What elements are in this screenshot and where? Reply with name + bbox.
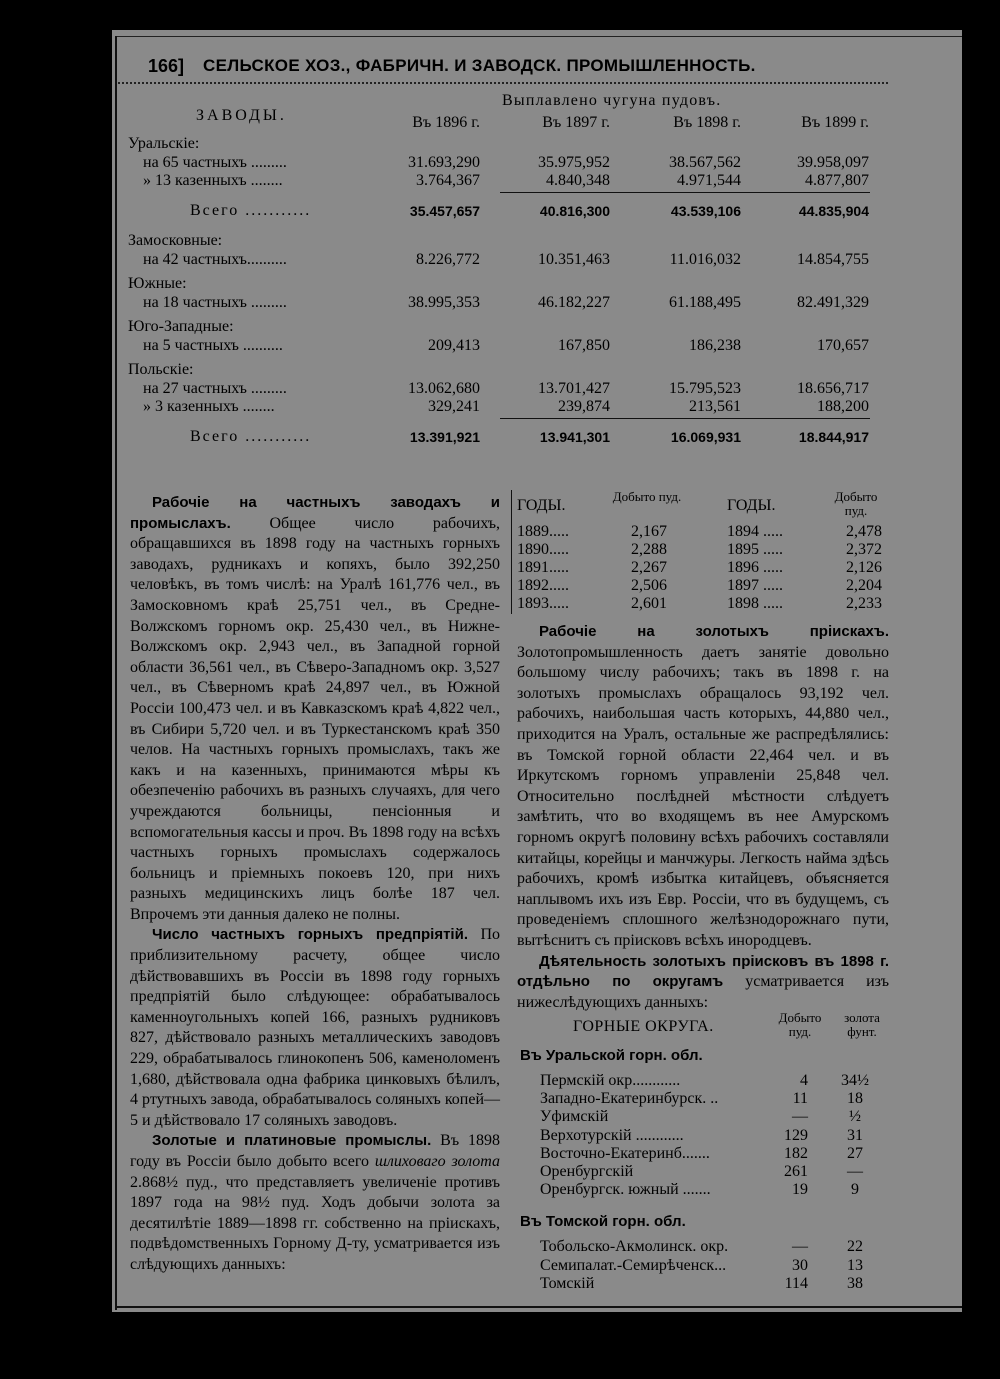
left-column-text: [130, 493, 500, 1276]
iron-cell: 329,241: [428, 398, 480, 415]
district-row-name: Верхотурскій ............: [540, 1126, 684, 1144]
district-pud: 11: [792, 1090, 808, 1108]
district-row-name: Западно-Екатеринбурск. ..: [540, 1090, 719, 1108]
district-fnt: —: [847, 1163, 863, 1180]
iron-total-cell: 44.835,904: [798, 203, 869, 219]
iron-total-cell: 43.539,106: [670, 203, 741, 219]
district-fnt: 9: [851, 1181, 859, 1199]
district-fnt: 34½: [841, 1072, 869, 1089]
iron-cell: 31.693,290: [408, 154, 480, 171]
district-row-name: Семипалат.-Семирѣченск...: [540, 1256, 727, 1274]
iron-cell: 15.795,523: [669, 380, 741, 397]
iron-row-label: на 18 частныхъ .........: [143, 294, 287, 311]
district-fnt: 13: [847, 1256, 863, 1274]
gold-value: 2,126: [846, 559, 882, 576]
district-pud: 114: [784, 1274, 808, 1292]
district-group-name: Въ Уральской горн. обл.: [520, 1047, 703, 1064]
iron-caption: Выплавлено чугуна пудовъ.: [502, 92, 722, 109]
district-fnt: ½: [849, 1108, 861, 1126]
gold-value: 2,167: [631, 523, 667, 540]
district-pud: 129: [784, 1126, 808, 1144]
iron-year-head: Въ 1896 г.: [412, 114, 480, 131]
district-pud: —: [792, 1238, 808, 1256]
gold-value: 2,506: [631, 577, 667, 594]
district-pud: 4: [800, 1072, 808, 1089]
iron-group-name: Польскіе:: [128, 361, 194, 378]
iron-cell: 8.226,772: [416, 251, 480, 268]
iron-year-head: Въ 1899 г.: [801, 114, 869, 131]
iron-total-cell: 13.391,921: [409, 429, 480, 445]
gold-year: 1891.....: [517, 559, 569, 576]
district-row-name: Оренбургск. южный .......: [540, 1181, 711, 1199]
gold-year: 1895 .....: [727, 541, 783, 558]
iron-group-name: Юго-Западные:: [128, 318, 234, 335]
gold-year: 1896 .....: [727, 559, 783, 576]
gold-val-head: Добыто пуд.: [834, 489, 878, 518]
iron-cell: 13.701,427: [538, 380, 610, 397]
iron-cell: 186,238: [689, 337, 741, 354]
gold-year: 1892.....: [517, 577, 569, 594]
iron-cell: 46.182,227: [538, 294, 610, 311]
iron-year-head: Въ 1898 г.: [673, 114, 741, 131]
gold-year: 1898 .....: [727, 595, 783, 612]
district-fnt-head: золота фунт.: [844, 1010, 880, 1039]
district-fnt: 31: [847, 1126, 863, 1144]
iron-cell: 11.016,032: [669, 251, 741, 268]
district-row-name: Уфимскій: [540, 1108, 609, 1126]
gold-value: 2,233: [846, 595, 882, 612]
paragraph-gold-platinum: Золотые и платиновые промыслы. Въ 1898 году въ Россіи было добыто всего шлиховаго золота 2.868½ пуд., что представляетъ увеличеніе противъ 1897 года на 98½ пуд. Ходъ добычи золота за десятилѣтіе 1889—1898 гг. собственно на пріискахъ, подвѣдомственныхъ Горному Д-ту, усматривается изъ слѣдующихъ данныхъ:: [130, 1132, 501, 1273]
page-title: СЕЛЬСКОЕ ХОЗ., ФАБРИЧН. И ЗАВОДСК. ПРОМЫШЛЕННОСТЬ.: [203, 56, 756, 75]
paragraph-gold-workers: Рабочіе на золотыхъ пріискахъ. Золотопромышленность даетъ занятіе довольно большому числу рабочихъ; такъ въ 1898 г. на золотыхъ промыслахъ обращалось 93,192 чел. рабочихъ, наибольшая часть которыхъ, 44,880 чел., приходится на Уралъ, остальные же распредѣлялись: въ Томской горной области 22,464 чел. и въ Иркутскомъ горномъ управленіи 25,848 чел. Относительно послѣдней мѣстности слѣдуетъ замѣтить, что во входящемъ въ нее Амурскомъ горномъ округѣ половину всѣхъ рабочихъ составляли китайцы, корейцы и манчжуры. Легкость найма здѣсь рабочихъ, кромѣ избытка китайцевъ, объясняется наплывомъ ихъ изъ Евр. Россіи, что въ будущемъ, съ проведеніемъ сплошного желѣзнодорожнаго пути, вытѣснитъ съ пріисковъ всѣхъ инородцевъ.: [517, 623, 889, 949]
page-frame-bottom: [115, 1306, 975, 1308]
iron-cell: 3.764,367: [416, 172, 480, 189]
iron-row-label: » 3 казенныхъ ........: [143, 398, 275, 415]
district-name-head: ГОРНЫЕ ОКРУГА.: [573, 1018, 714, 1035]
district-group-name: Въ Томской горн. обл.: [520, 1213, 686, 1231]
gold-value: 2,478: [846, 523, 882, 540]
gold-value: 2,288: [631, 541, 667, 558]
iron-cell: 167,850: [558, 337, 610, 354]
gold-value: 2,204: [846, 577, 882, 594]
district-row-name: Восточно-Екатеринб.......: [540, 1144, 710, 1162]
iron-cell: 4.971,544: [677, 172, 741, 189]
iron-cell: 4.840,348: [546, 172, 610, 189]
gold-year: 1889.....: [517, 523, 569, 540]
page-number: 166]: [148, 56, 185, 76]
iron-cell: 38.995,353: [408, 294, 480, 311]
iron-cell: 82.491,329: [797, 294, 869, 311]
iron-total-label: Всего ...........: [190, 428, 312, 445]
district-pud: 19: [792, 1181, 808, 1199]
iron-group-name: Уральскіе:: [128, 135, 200, 152]
district-fnt: 38: [847, 1274, 863, 1292]
iron-cell: 35.975,952: [538, 154, 610, 171]
district-row-name: Томскій: [540, 1274, 595, 1292]
gold-value: 2,601: [631, 595, 667, 612]
paragraph-enterprises: Число частныхъ горныхъ предпріятій. По приблизительному расчету, общее число дѣйствовавшихъ въ Россіи въ 1898 году горныхъ предпріятій было слѣдующее: обрабатывалось каменноугольныхъ копей 166, разныхъ рудниковъ 827, дѣйствовало разныхъ металлическихъ заводовъ 229, обрабатывалось глинокопенъ 506, каменоломенъ 1,680, дѣйствовала одна фабрика цинковыхъ бѣлилъ, 4 ртутныхъ завода, обрабатывалось соляныхъ копей—5 и дѣйствовало 17 соляныхъ заводовъ.: [130, 926, 501, 1129]
iron-cell: 170,657: [817, 337, 869, 354]
iron-cell: 188,200: [817, 398, 869, 415]
book-spine-shadow: [962, 30, 980, 1379]
iron-cell: 18.656,717: [797, 380, 869, 397]
district-fnt: 22: [847, 1238, 863, 1256]
district-row-name: Оренбургскій: [540, 1163, 634, 1180]
right-column-text: [517, 622, 889, 1013]
district-pud: 261: [784, 1163, 808, 1180]
iron-total-cell: 13.941,301: [539, 429, 610, 445]
iron-group-name: Замосковные:: [128, 232, 223, 249]
iron-cell: 4.877,807: [805, 172, 869, 189]
paragraph-district-activity: Дѣятельность золотыхъ пріисковъ въ 1898 г. отдѣльно по округамъ усматривается изъ нижеслѣдующихъ данныхъ:: [517, 952, 889, 1011]
iron-cell: 213,561: [689, 398, 741, 415]
iron-total-cell: 16.069,931: [670, 429, 741, 445]
iron-row-label: на 27 частныхъ .........: [143, 380, 287, 397]
iron-col-head: ЗАВОДЫ.: [196, 107, 287, 124]
iron-year-head: Въ 1897 г.: [542, 114, 610, 131]
gold-year-head: ГОДЫ.: [517, 497, 566, 514]
district-fnt: 27: [847, 1144, 863, 1162]
district-row-name: Пермскій окр............: [540, 1072, 681, 1089]
iron-cell: 13.062,680: [408, 380, 480, 397]
gold-year: 1893.....: [517, 595, 569, 612]
district-pud: —: [792, 1108, 808, 1126]
gold-value: 2,267: [631, 559, 667, 576]
page-frame-top: [115, 36, 975, 37]
total-rule: [500, 418, 870, 419]
header-rule: [118, 82, 888, 84]
gold-val-head: Добыто пуд.: [612, 489, 682, 504]
iron-row-label: » 13 казенныхъ ........: [143, 172, 283, 189]
district-pud: 182: [784, 1144, 808, 1162]
district-fnt: 18: [847, 1090, 863, 1108]
iron-total-cell: 18.844,917: [798, 429, 869, 445]
gold-year: 1894 .....: [727, 523, 783, 540]
iron-row-label: на 42 частныхъ..........: [143, 251, 287, 268]
iron-row-label: на 5 частныхъ ..........: [143, 337, 283, 354]
iron-group-name: Южные:: [128, 275, 187, 292]
district-row-name: Тобольско-Акмолинск. окр.: [540, 1238, 729, 1256]
iron-total-label: Всего ...........: [190, 202, 312, 219]
iron-cell: 39.958,097: [797, 154, 869, 171]
iron-cell: 38.567,562: [669, 154, 741, 171]
total-rule: [500, 192, 870, 193]
page-frame-left: [115, 36, 117, 1310]
iron-row-label: на 65 частныхъ .........: [143, 154, 287, 171]
gold-year-head: ГОДЫ.: [727, 497, 776, 514]
gold-year: 1897 .....: [727, 577, 783, 594]
iron-cell: 14.854,755: [797, 251, 869, 268]
iron-cell: 61.188,495: [669, 294, 741, 311]
district-pud: 30: [792, 1256, 808, 1274]
iron-cell: 209,413: [428, 337, 480, 354]
paragraph-workers-private: Рабочіе на частныхъ заводахъ и промыслахъ. Общее число рабочихъ, обращавшихся въ 1898 году на частныхъ горныхъ заводахъ, рудникахъ и копяхъ, было 392,250 человѣкъ, въ томъ числѣ: на Уралѣ 161,776 чел., въ Замосковномъ краѣ 25,751 чел., въ Средне-Волжскомъ горномъ окр. 25,430 чел., въ Нижне-Волжскомъ окр. 2,943 чел., въ Западной горной области 36,561 чел., въ Сѣверо-Западномъ окр. 3,527 чел., въ Сѣверномъ краѣ 24,897 чел., въ Южной Россіи 100,473 чел. и въ Кавказскомъ краѣ 4,822 чел., въ Сибири 5,720 чел. и въ Туркестанскомъ краѣ 350 челов. На частныхъ горныхъ промыслахъ, такъ же какъ и на казенныхъ, принимаются мѣры къ обезпеченію рабочихъ въ разныхъ случаяхъ, для чего учреждаются больницы, пенсіонныя и вспомогательныя кассы и проч. Въ 1898 году на всѣхъ частныхъ горныхъ промыслахъ содержалось больницъ и пріемныхъ покоевъ 120, при нихъ разныхъ медицинскихъ лицъ болѣе 187 чел. Впрочемъ эти данныя далеко не полны.: [130, 494, 500, 923]
gold-value: 2,372: [846, 541, 882, 558]
iron-cell: 10.351,463: [538, 251, 610, 268]
iron-total-cell: 35.457,657: [409, 203, 480, 219]
iron-cell: 239,874: [558, 398, 610, 415]
column-divider: [511, 490, 512, 614]
iron-total-cell: 40.816,300: [539, 203, 610, 219]
district-pud-head: Добыто пуд.: [778, 1010, 822, 1039]
gold-year: 1890.....: [517, 541, 569, 558]
